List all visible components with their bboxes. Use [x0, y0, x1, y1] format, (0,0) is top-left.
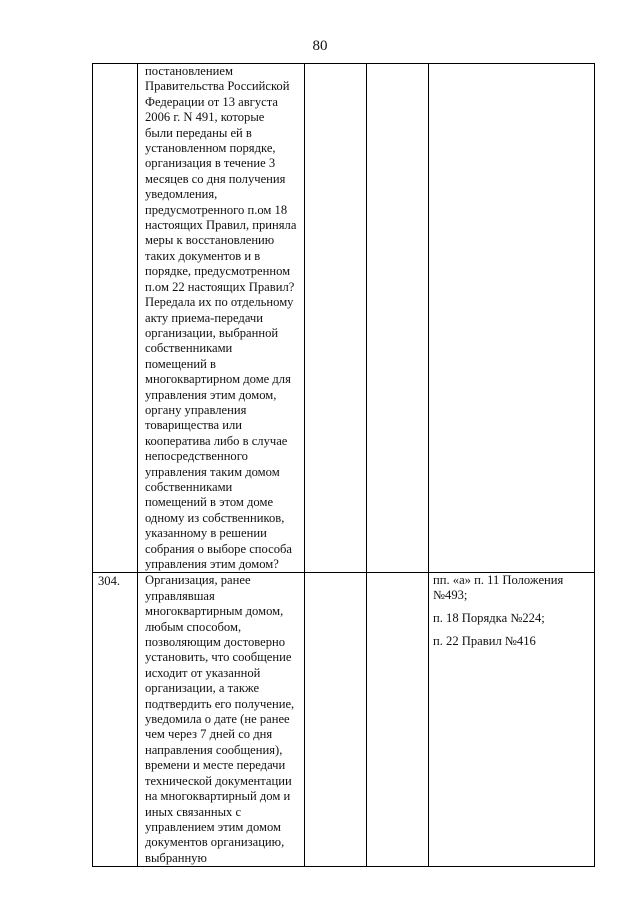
text-line: чем через 7 дней со дня: [145, 727, 273, 742]
text-line: одному из собственников,: [145, 510, 285, 525]
text-line: управления этим домом,: [145, 387, 277, 402]
text-line: собственниками: [145, 479, 233, 494]
reference-item: п. 22 Правил №416: [433, 634, 536, 649]
text-line: иных связанных с: [145, 804, 242, 819]
text-line: Федерации от 13 августа: [145, 94, 278, 109]
text-line: 2006 г. N 491, которые: [145, 110, 265, 125]
references-cell: [429, 64, 595, 573]
text-line: Правительства Российской: [145, 79, 290, 94]
text-line: выбранную: [145, 850, 207, 865]
text-line: направления сообщения),: [145, 742, 283, 757]
text-line: органу управления: [145, 402, 247, 417]
text-line: таких документов и в: [145, 248, 261, 263]
text-line: указанному в решении: [145, 526, 267, 541]
text-line: меры к восстановлению: [145, 233, 275, 248]
text-line: организации, а также: [145, 681, 260, 696]
text-line: уведомила о дате (не ранее: [145, 712, 290, 727]
text-line: времени и месте передачи: [145, 758, 286, 773]
text-line: исходит от указанной: [145, 665, 261, 680]
text-line: управления этим домом?: [145, 557, 279, 571]
reference-item: п. 18 Порядка №224;: [433, 611, 545, 626]
text-line: документов организацию,: [145, 835, 285, 850]
text-line: на многоквартирный дом и: [145, 789, 291, 804]
text-line: товарищества или: [145, 418, 243, 433]
row-number: 304.: [98, 574, 121, 589]
text-line: предусмотренного п.ом 18: [145, 202, 288, 217]
text-line: были переданы ей в: [145, 125, 252, 140]
text-line: управлением этим домом: [145, 819, 281, 834]
text-line: многоквартирным домом,: [145, 604, 284, 619]
row-number-cell: [93, 64, 138, 573]
question-cell: [138, 64, 305, 573]
text-line: собственниками: [145, 341, 233, 356]
text-line: многоквартирном доме для: [145, 372, 291, 387]
text-line: месяцев со дня получения: [145, 171, 286, 186]
table-row: [93, 573, 595, 867]
checklist-table: [92, 63, 595, 867]
text-line: позволяющим достоверно: [145, 635, 286, 650]
question-text: [145, 64, 302, 572]
text-line: установить, что сообщение: [145, 650, 292, 665]
empty-cell: [305, 573, 367, 867]
text-line: п.ом 22 настоящих Правил?: [145, 279, 295, 294]
text-line: Передала их по отдельному: [145, 295, 294, 310]
table-row: [93, 64, 595, 573]
text-line: акту приема-передачи: [145, 310, 263, 325]
text-line: любым способом,: [145, 619, 242, 634]
text-line: постановлением: [145, 64, 233, 78]
row-number-cell: [93, 573, 138, 867]
question-text: [145, 573, 302, 866]
text-line: управлявшая: [145, 588, 215, 603]
text-line: организация в течение 3: [145, 156, 276, 171]
text-line: технической документации: [145, 773, 292, 788]
reference-item: пп. «а» п. 11 Положения №493;: [433, 573, 564, 603]
text-line: непосредственного: [145, 449, 248, 464]
text-line: кооператива либо в случае: [145, 433, 288, 448]
text-line: настоящих Правил, приняла: [145, 218, 297, 233]
text-line: управления таким домом: [145, 464, 280, 479]
question-cell: [138, 573, 305, 867]
text-line: уведомления,: [145, 187, 218, 202]
empty-cell: [367, 573, 429, 867]
text-line: подтвердить его получение,: [145, 696, 295, 711]
references-cell: [429, 573, 595, 867]
text-line: собрания о выборе способа: [145, 541, 293, 556]
text-line: помещений в этом доме: [145, 495, 274, 510]
empty-cell: [305, 64, 367, 573]
text-line: организации, выбранной: [145, 325, 279, 340]
page-number: 80: [312, 38, 328, 54]
empty-cell: [367, 64, 429, 573]
text-line: помещений в: [145, 356, 216, 371]
text-line: установленном порядке,: [145, 141, 276, 156]
text-line: Организация, ранее: [145, 573, 251, 588]
text-line: порядке, предусмотренном: [145, 264, 291, 279]
